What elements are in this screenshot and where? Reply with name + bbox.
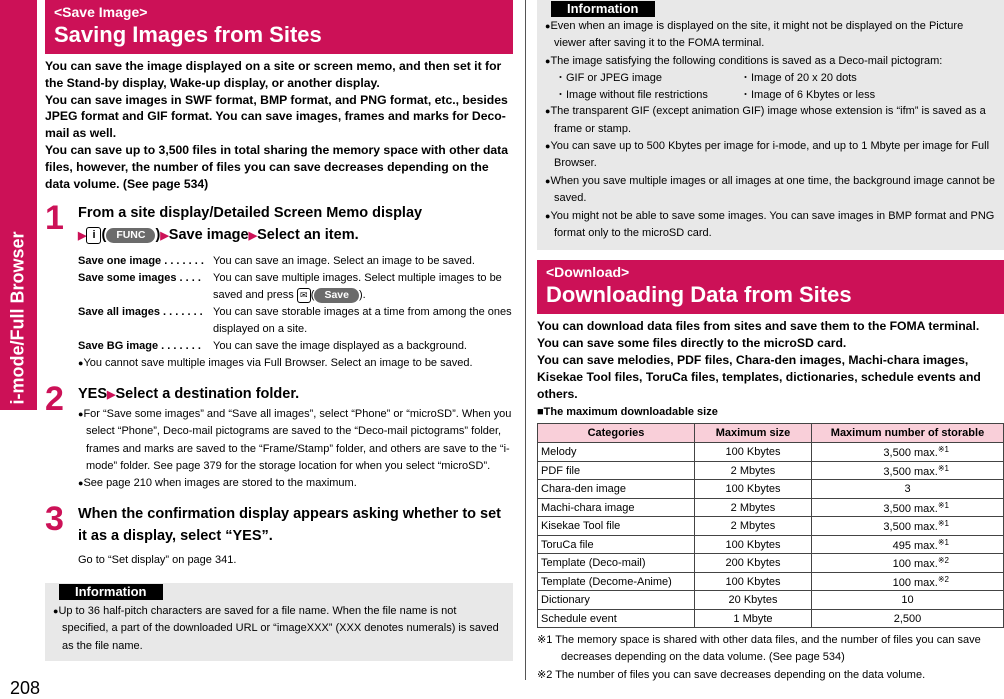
category-cell: Template (Deco-mail)	[538, 554, 695, 573]
information-box	[537, 0, 1004, 250]
arrow-icon: ▶	[160, 230, 169, 243]
step-heading: When the confirmation display appears asking whether to set it as a display, select “YES”.	[78, 505, 501, 544]
count-cell: 2,500	[812, 609, 1004, 628]
table-row	[538, 572, 1004, 591]
footnote-mark: ※1	[937, 519, 949, 529]
step-text: Go to “Set display” on page 341.	[78, 553, 237, 566]
footnote-mark: ※2	[937, 574, 949, 584]
info-item: ●The transparent GIF (except animation GIF) image whose extension is “ifm” is saved as a frame or stamp.	[545, 105, 986, 135]
banner-title: Saving Images from Sites	[54, 22, 322, 47]
option-row: Save some images . . . . You can save multiple images. Select multiple images to be saved and press ✉ ( Save ).	[78, 272, 502, 302]
func-softkey: FUNC	[106, 228, 155, 243]
mail-key-icon: ✉	[297, 288, 311, 303]
category-cell: PDF file	[538, 461, 695, 480]
table-row	[538, 443, 1004, 462]
information-label: Information	[59, 584, 163, 600]
right-column	[537, 0, 1004, 684]
footnote: ※1 The memory space is shared with other data files, and the number of files you can save decreases depending on the data volume. (See page 534)	[537, 634, 981, 664]
info-item: ●You can save up to 500 Kbytes per image for i-mode, and up to 1 Mbyte per image for Full Browser.	[545, 140, 990, 170]
option-row: Save BG image . . . . . . . You can save the image displayed as a background.	[78, 340, 467, 353]
banner-title: Downloading Data from Sites	[546, 282, 852, 308]
arrow-icon: ▶	[107, 388, 116, 401]
count-cell: 495 max.$^{※1}$	[812, 535, 1004, 554]
step-heading: From a site display/Detailed Screen Memo display ▶ i ( FUNC )▶Save image▶Select an item.	[78, 205, 423, 244]
step-2	[45, 379, 513, 493]
intro-text	[537, 318, 1004, 402]
size-cell: 100 Kbytes	[695, 480, 812, 499]
size-cell: 200 Kbytes	[695, 554, 812, 573]
footnote-mark: ※1	[937, 537, 949, 547]
step-3	[45, 499, 513, 569]
info-item: ●Even when an image is displayed on the site, it might not be displayed on the Picture viewer after saving it to the FOMA terminal.	[545, 20, 964, 50]
arrow-icon: ▶	[78, 230, 87, 243]
size-cell: 100 Kbytes	[695, 443, 812, 462]
save-image-banner	[45, 0, 513, 54]
banner-tag: <Save Image>	[54, 4, 148, 20]
count-cell: 3,500 max.$^{※1}$	[812, 461, 1004, 480]
footnote-mark: ※1	[937, 463, 949, 473]
information-box	[45, 583, 513, 661]
table-header-row	[538, 424, 1004, 443]
information-label: Information	[551, 1, 655, 17]
size-cell: 1 Mbyte	[695, 609, 812, 628]
intro-paragraph: You can save the image displayed on a site or screen memo, and then set it for the Stand-by display, Wake-up display, or another display.	[45, 59, 502, 90]
table-title: ■The maximum downloadable size	[537, 406, 718, 419]
count-cell: 10	[812, 591, 1004, 610]
condition-list: ・GIF or JPEG image ・Image of 20 x 20 dots ・Image without file restrictions ・Image of 6 Kbytes or less	[555, 72, 876, 101]
intro-paragraph: You can save melodies, PDF files, Chara-den images, Machi-chara images, Kisekae Tool files, ToruCa files, templates, dictionaries, schedule events and others.	[537, 353, 981, 401]
step-number: 3	[45, 499, 64, 538]
left-column	[45, 0, 513, 661]
footnote-mark: ※2	[937, 556, 949, 566]
page-number: 208	[10, 678, 41, 698]
category-cell: Melody	[538, 443, 695, 462]
step-number: 1	[45, 199, 64, 238]
footnote-mark: ※1	[937, 500, 949, 510]
table-row	[538, 554, 1004, 573]
side-tab	[0, 0, 37, 697]
info-item: ●Up to 36 half-pitch characters are saved for a file name. When the file name is not specified, a part of the downloaded URL or “imageXXX” (XXX denotes numerals) is saved as the file name.	[53, 604, 499, 652]
note-bullet: ●For “Save some images” and “Save all images”, select “Phone” or “microSD”. When you select “Phone”, Deco-mail pictograms are saved to the “Deco-mail pictograms” folder, frames and marks are saved to the “Frame/Stamp” folder, and others are save to the “i-mode” folder. See page 379 for the storage location for when you select “microSD”.	[78, 407, 512, 472]
step-number: 2	[45, 379, 64, 418]
size-cell: 100 Kbytes	[695, 572, 812, 591]
info-item: ●When you save multiple images or all images at one time, the background image cannot be saved.	[545, 174, 995, 205]
column-divider	[525, 0, 526, 680]
info-item: ●You might not be able to save some images. You can save images in BMP format and PNG format only to the microSD card.	[545, 209, 995, 240]
count-cell: 3,500 max.$^{※1}$	[812, 498, 1004, 517]
intro-paragraph: You can save images in SWF format, BMP format, and PNG format, etc., besides JPEG format and GIF format. You can save images, frames and marks for Deco-mail as well.	[45, 92, 508, 141]
info-item: ●The image satisfying the following conditions is saved as a Deco-mail pictogram:	[545, 54, 943, 67]
arrow-icon: ▶	[248, 230, 258, 243]
note-bullet: ●See page 210 when images are stored to the maximum.	[78, 477, 357, 490]
intro-text	[45, 58, 513, 192]
count-cell: 100 max.$^{※2}$	[812, 554, 1004, 573]
table-row	[538, 591, 1004, 610]
option-list	[78, 253, 513, 355]
category-cell: Dictionary	[538, 591, 695, 610]
table-row	[538, 535, 1004, 554]
column-header: Categories	[538, 424, 695, 443]
count-cell: 3,500 max.$^{※1}$	[812, 443, 1004, 462]
table-row	[538, 480, 1004, 499]
i-key-icon: i	[86, 227, 101, 244]
category-cell: ToruCa file	[538, 535, 695, 554]
category-cell: Machi-chara image	[538, 498, 695, 517]
side-tab-label: i-mode/Full Browser	[7, 231, 28, 405]
intro-paragraph: You can save up to 3,500 files in total sharing the memory space with other data files, however, the number of files you can save decreases depending on the data volume. (See page 534)	[45, 142, 509, 191]
category-cell: Kisekae Tool file	[538, 517, 695, 536]
step-heading: YES▶Select a destination folder.	[78, 385, 300, 402]
save-softkey: Save	[314, 288, 359, 303]
table-row	[538, 498, 1004, 517]
category-cell: Template (Decome-Anime)	[538, 572, 695, 591]
table-row	[538, 461, 1004, 480]
step-1	[45, 199, 513, 372]
banner-tag: <Download>	[546, 264, 630, 281]
count-cell: 3	[812, 480, 1004, 499]
count-cell: 3,500 max.$^{※1}$	[812, 517, 1004, 536]
intro-paragraph: You can download data files from sites and save them to the FOMA terminal. You can save some files directly to the microSD card.	[537, 319, 980, 351]
column-header: Maximum size	[695, 424, 812, 443]
footnote: ※2 The number of files you can save decreases depending on the data volume.	[537, 669, 926, 682]
category-cell: Schedule event	[538, 609, 695, 628]
option-row: Save all images . . . . . . . You can save storable images at a time from among the ones displayed on a site.	[78, 306, 512, 336]
table-row	[538, 609, 1004, 628]
size-cell: 100 Kbytes	[695, 535, 812, 554]
size-cell: 2 Mbytes	[695, 517, 812, 536]
size-cell: 2 Mbytes	[695, 498, 812, 517]
size-cell: 2 Mbytes	[695, 461, 812, 480]
download-banner	[537, 260, 1004, 314]
column-header: Maximum number of storable	[812, 424, 1004, 443]
category-cell: Chara-den image	[538, 480, 695, 499]
note-bullet: ●You cannot save multiple images via Full Browser. Select an image to be saved.	[78, 357, 473, 370]
size-cell: 20 Kbytes	[695, 591, 812, 610]
table-row	[538, 517, 1004, 536]
download-size-table	[537, 423, 1004, 628]
footnote-mark: ※1	[937, 445, 949, 455]
option-row: Save one image . . . . . . . You can save an image. Select an image to be saved.	[78, 255, 475, 268]
count-cell: 100 max.$^{※2}$	[812, 572, 1004, 591]
